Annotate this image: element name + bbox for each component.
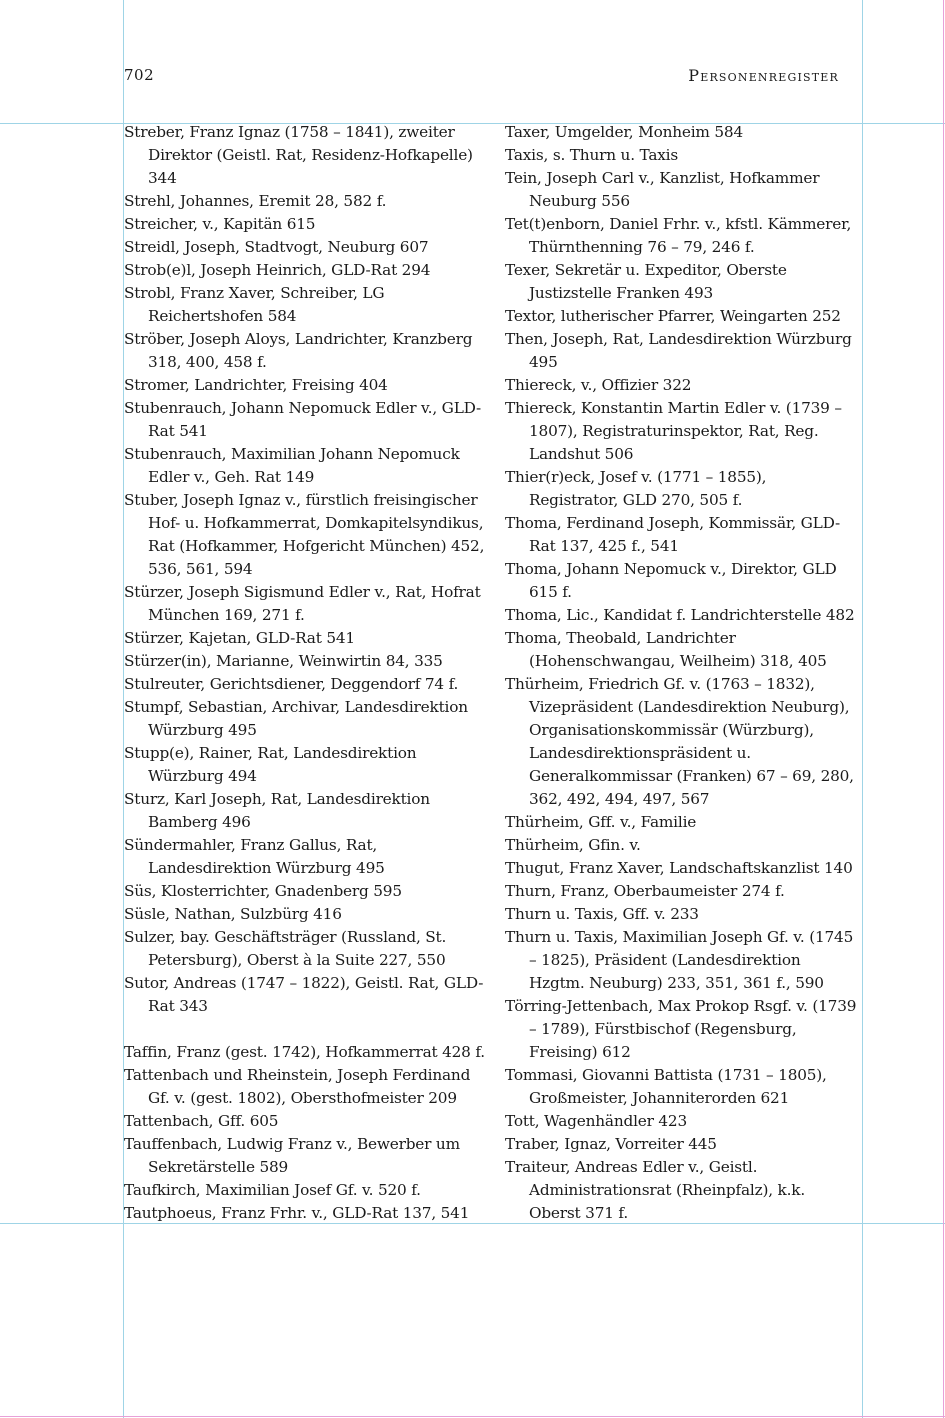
index-entry: Textor, lutherischer Pfarrer, Weingarten 252 (505, 307, 841, 325)
index-entry: Ströber, Joseph Aloys, Landrichter, Kranzberg 318, 400, 458 f. (124, 330, 473, 371)
index-entry: Strob(e)l, Joseph Heinrich, GLD-Rat 294 (124, 261, 431, 279)
index-entry: Then, Joseph, Rat, Landesdirektion Würzburg 495 (505, 330, 852, 371)
index-entry: Sturz, Karl Joseph, Rat, Landesdirektion Bamberg 496 (124, 790, 430, 831)
section-title: Personenregister (688, 66, 839, 85)
index-entry: Thoma, Johann Nepomuck v., Direktor, GLD 615 f. (505, 560, 837, 601)
index-entry: Stürzer, Joseph Sigismund Edler v., Rat, Hofrat München 169, 271 f. (124, 583, 481, 624)
index-entry: Stubenrauch, Maximilian Johann Nepomuck Edler v., Geh. Rat 149 (124, 445, 460, 486)
index-entry: Tautphoeus, Franz Frhr. v., GLD-Rat 137, 541 (124, 1204, 470, 1222)
index-entry: Traiteur, Andreas Edler v., Geistl. Administrationsrat (Rheinpfalz), k.k. Oberst 371 f. (505, 1158, 806, 1222)
index-entry: Süs, Klosterrichter, Gnadenberg 595 (124, 882, 402, 900)
index-entry: Texer, Sekretär u. Expeditor, Oberste Justizstelle Franken 493 (505, 261, 787, 302)
guide-line-page-bottom (0, 1416, 945, 1417)
index-entry: Taufkirch, Maximilian Josef Gf. v. 520 f. (124, 1181, 421, 1199)
index-entry: Tattenbach, Gff. 605 (124, 1112, 279, 1130)
index-entry: Thiereck, Konstantin Martin Edler v. (1739 – 1807), Registraturinspektor, Rat, Reg. Landshut 506 (505, 399, 842, 463)
index-entry: Thoma, Theobald, Landrichter (Hohenschwangau, Weilheim) 318, 405 (505, 629, 827, 670)
index-entry: Stumpf, Sebastian, Archivar, Landesdirektion Würzburg 495 (124, 698, 468, 739)
index-entry: Thiereck, v., Offizier 322 (505, 376, 692, 394)
index-entry: Thoma, Lic., Kandidat f. Landrichterstelle 482 (505, 606, 855, 624)
index-entry: Strobl, Franz Xaver, Schreiber, LG Reichertshofen 584 (124, 284, 385, 325)
index-entry: Stupp(e), Rainer, Rat, Landesdirektion Würzburg 494 (124, 744, 417, 785)
index-entry: Thurn u. Taxis, Gff. v. 233 (505, 905, 699, 923)
index-entry: Thürheim, Gff. v., Familie (505, 813, 697, 831)
letter-section-gap (124, 1018, 486, 1041)
index-entry: Tott, Wagenhändler 423 (505, 1112, 687, 1130)
guide-line-page-right (943, 0, 944, 1418)
index-entry: Törring-Jettenbach, Max Prokop Rsgf. v. (1739 – 1789), Fürstbischof (Regensburg, Freising) 612 (505, 997, 857, 1061)
index-entry: Thürheim, Friedrich Gf. v. (1763 – 1832), Vizepräsident (Landesdirektion Neuburg), Organisationskommissär (Würzburg), Landesdirektionspräsident u. Generalkommissar (Franken) 67 – 69, 280, 362, 492, 494, 497, 567 (505, 675, 854, 808)
index-entry: Stuber, Joseph Ignaz v., fürstlich freisingischer Hof- u. Hofkammerrat, Domkapitelsyndikus, Rat (Hofkammer, Hofgericht München) 452, 536, 561, 594 (124, 491, 485, 578)
guide-line-right-margin (862, 0, 863, 1418)
index-entry: Thugut, Franz Xaver, Landschaftskanzlist 140 (505, 859, 853, 877)
running-head (124, 66, 839, 90)
index-entry: Stromer, Landrichter, Freising 404 (124, 376, 388, 394)
index-entry: Tattenbach und Rheinstein, Joseph Ferdinand Gf. v. (gest. 1802), Obersthofmeister 209 (124, 1066, 471, 1107)
index-entry: Sündermahler, Franz Gallus, Rat, Landesdirektion Würzburg 495 (124, 836, 385, 877)
index-entry: Thurn, Franz, Oberbaumeister 274 f. (505, 882, 785, 900)
index-column-right (505, 121, 860, 1225)
index-entry: Süsle, Nathan, Sulzbürg 416 (124, 905, 342, 923)
index-column-left (124, 121, 486, 1225)
index-entry: Thurn u. Taxis, Maximilian Joseph Gf. v. (1745 – 1825), Präsident (Landesdirektion Hzgtm. Neuburg) 233, 351, 361 f., 590 (505, 928, 854, 992)
index-entry: Tauffenbach, Ludwig Franz v., Bewerber um Sekretärstelle 589 (124, 1135, 460, 1176)
index-entry: Tommasi, Giovanni Battista (1731 – 1805), Großmeister, Johanniterorden 621 (505, 1066, 827, 1107)
index-entry: Tet(t)enborn, Daniel Frhr. v., kfstl. Kämmerer, Thürnthenning 76 – 79, 246 f. (505, 215, 852, 256)
index-entry: Stürzer, Kajetan, GLD-Rat 541 (124, 629, 355, 647)
index-entry: Strehl, Johannes, Eremit 28, 582 f. (124, 192, 387, 210)
index-entry: Tein, Joseph Carl v., Kanzlist, Hofkammer Neuburg 556 (505, 169, 820, 210)
index-entry: Stürzer(in), Marianne, Weinwirtin 84, 335 (124, 652, 443, 670)
index-entry: Taffin, Franz (gest. 1742), Hofkammerrat 428 f. (124, 1043, 485, 1061)
index-entry: Streber, Franz Ignaz (1758 – 1841), zweiter Direktor (Geistl. Rat, Residenz-Hofkapelle) 344 (124, 123, 473, 187)
index-entry: Taxis, s. Thurn u. Taxis (505, 146, 679, 164)
index-entry: Sutor, Andreas (1747 – 1822), Geistl. Rat, GLD-Rat 343 (124, 974, 484, 1015)
index-entry: Streidl, Joseph, Stadtvogt, Neuburg 607 (124, 238, 429, 256)
index-entry: Stulreuter, Gerichtsdiener, Deggendorf 74 f. (124, 675, 459, 693)
index-entry: Thürheim, Gfin. v. (505, 836, 641, 854)
page-number: 702 (124, 66, 155, 84)
index-entry: Traber, Ignaz, Vorreiter 445 (505, 1135, 717, 1153)
index-entry: Streicher, v., Kapitän 615 (124, 215, 316, 233)
index-entry: Taxer, Umgelder, Monheim 584 (505, 123, 743, 141)
index-entry: Thoma, Ferdinand Joseph, Kommissär, GLD-Rat 137, 425 f., 541 (505, 514, 840, 555)
index-entry: Thier(r)eck, Josef v. (1771 – 1855), Registrator, GLD 270, 505 f. (505, 468, 767, 509)
index-entry: Stubenrauch, Johann Nepomuck Edler v., GLD-Rat 541 (124, 399, 481, 440)
index-entry: Sulzer, bay. Geschäftsträger (Russland, St. Petersburg), Oberst à la Suite 227, 550 (124, 928, 447, 969)
